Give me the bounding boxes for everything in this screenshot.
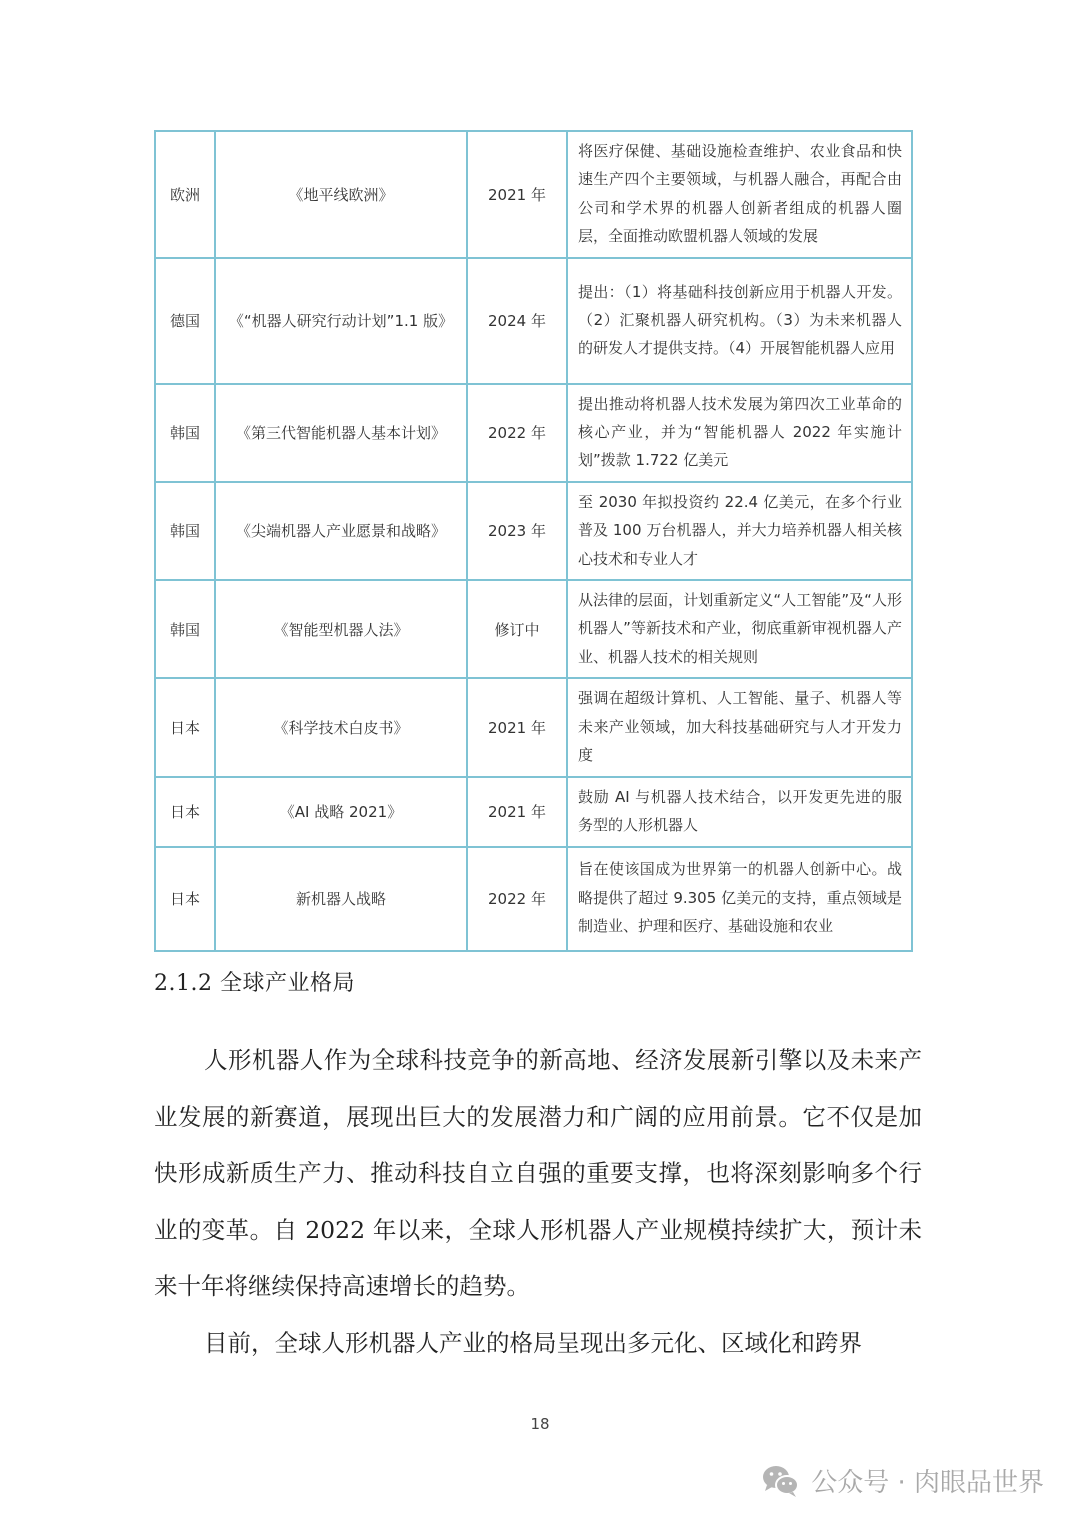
year-cell: 2021 年 bbox=[467, 131, 567, 258]
body-paragraph: 目前，全球人形机器人产业的格局呈现出多元化、区域化和跨界 bbox=[204, 1329, 862, 1357]
body-paragraph: 人形机器人作为全球科技竞争的新高地、经济发展新引擎以及未来产业发展的新赛道，展现出巨大的发展潜力和广阔的应用前景。它不仅是加快形成新质生产力、推动科技自立自强的重要支撑，也将深刻影响多个行业的变革。自 2022 年以来，全球人形机器人产业规模持续扩大，预计未来十年将继续保持高速增长的趋势。 bbox=[154, 1046, 922, 1300]
description-cell: 将医疗保健、基础设施检查维护、农业食品和快速生产四个主要领域，与机器人融合，再配合由公司和学术界的机器人创新者组成的机器人圈层，全面推动欧盟机器人领域的发展 bbox=[567, 131, 912, 258]
region-cell: 日本 bbox=[155, 777, 215, 847]
year-cell: 修订中 bbox=[467, 580, 567, 678]
description-cell: 从法律的层面，计划重新定义“人工智能”及“人形机器人”等新技术和产业，彻底重新审视机器人产业、机器人技术的相关规则 bbox=[567, 580, 912, 678]
section-heading: 2.1.2 全球产业格局 bbox=[154, 971, 355, 996]
year-cell: 2021 年 bbox=[467, 678, 567, 776]
table-row bbox=[155, 131, 912, 258]
year-cell: 2021 年 bbox=[467, 777, 567, 847]
description-cell: 提出：（1）将基础科技创新应用于机器人开发。（2）汇聚机器人研究机构。（3）为未来机器人的研发人才提供支持。（4）开展智能机器人应用 bbox=[567, 258, 912, 384]
description-cell: 强调在超级计算机、人工智能、量子、机器人等未来产业领域，加大科技基础研究与人才开发力度 bbox=[567, 678, 912, 776]
description-cell: 鼓励 AI 与机器人技术结合，以开发更先进的服务型的人形机器人 bbox=[567, 777, 912, 847]
watermark-text: 公众号 · 肉眼品世界 bbox=[811, 1468, 1044, 1498]
region-cell: 欧洲 bbox=[155, 131, 215, 258]
year-cell: 2023 年 bbox=[467, 482, 567, 580]
policy-name-cell: 《尖端机器人产业愿景和战略》 bbox=[215, 482, 467, 580]
policy-name-cell: 新机器人战略 bbox=[215, 847, 467, 951]
region-cell: 韩国 bbox=[155, 482, 215, 580]
policy-name-cell: 《第三代智能机器人基本计划》 bbox=[215, 384, 467, 482]
table-row bbox=[155, 847, 912, 951]
wechat-icon bbox=[761, 1463, 801, 1499]
policy-name-cell: 《AI 战略 2021》 bbox=[215, 777, 467, 847]
table-row bbox=[155, 777, 912, 847]
policy-name-cell: 《地平线欧洲》 bbox=[215, 131, 467, 258]
table-row bbox=[155, 258, 912, 384]
policy-table bbox=[154, 130, 913, 952]
table-row bbox=[155, 580, 912, 678]
table-row bbox=[155, 678, 912, 776]
region-cell: 日本 bbox=[155, 678, 215, 776]
policy-name-cell: 《“机器人研究行动计划”1.1 版》 bbox=[215, 258, 467, 384]
region-cell: 韩国 bbox=[155, 580, 215, 678]
watermark bbox=[761, 1462, 1044, 1499]
description-cell: 旨在使该国成为世界第一的机器人创新中心。战略提供了超过 9.305 亿美元的支持，重点领域是制造业、护理和医疗、基础设施和农业 bbox=[567, 847, 912, 951]
policy-name-cell: 《智能型机器人法》 bbox=[215, 580, 467, 678]
description-cell: 提出推动将机器人技术发展为第四次工业革命的核心产业，并为“智能机器人 2022 年实施计划”拨款 1.722 亿美元 bbox=[567, 384, 912, 482]
table-row bbox=[155, 384, 912, 482]
policy-table-body bbox=[155, 131, 912, 951]
year-cell: 2024 年 bbox=[467, 258, 567, 384]
policy-name-cell: 《科学技术白皮书》 bbox=[215, 678, 467, 776]
year-cell: 2022 年 bbox=[467, 384, 567, 482]
table-row bbox=[155, 482, 912, 580]
page-number: 18 bbox=[530, 1415, 550, 1433]
description-cell: 至 2030 年拟投资约 22.4 亿美元，在多个行业普及 100 万台机器人，并大力培养机器人相关核心技术和专业人才 bbox=[567, 482, 912, 580]
region-cell: 日本 bbox=[155, 847, 215, 951]
region-cell: 德国 bbox=[155, 258, 215, 384]
region-cell: 韩国 bbox=[155, 384, 215, 482]
year-cell: 2022 年 bbox=[467, 847, 567, 951]
